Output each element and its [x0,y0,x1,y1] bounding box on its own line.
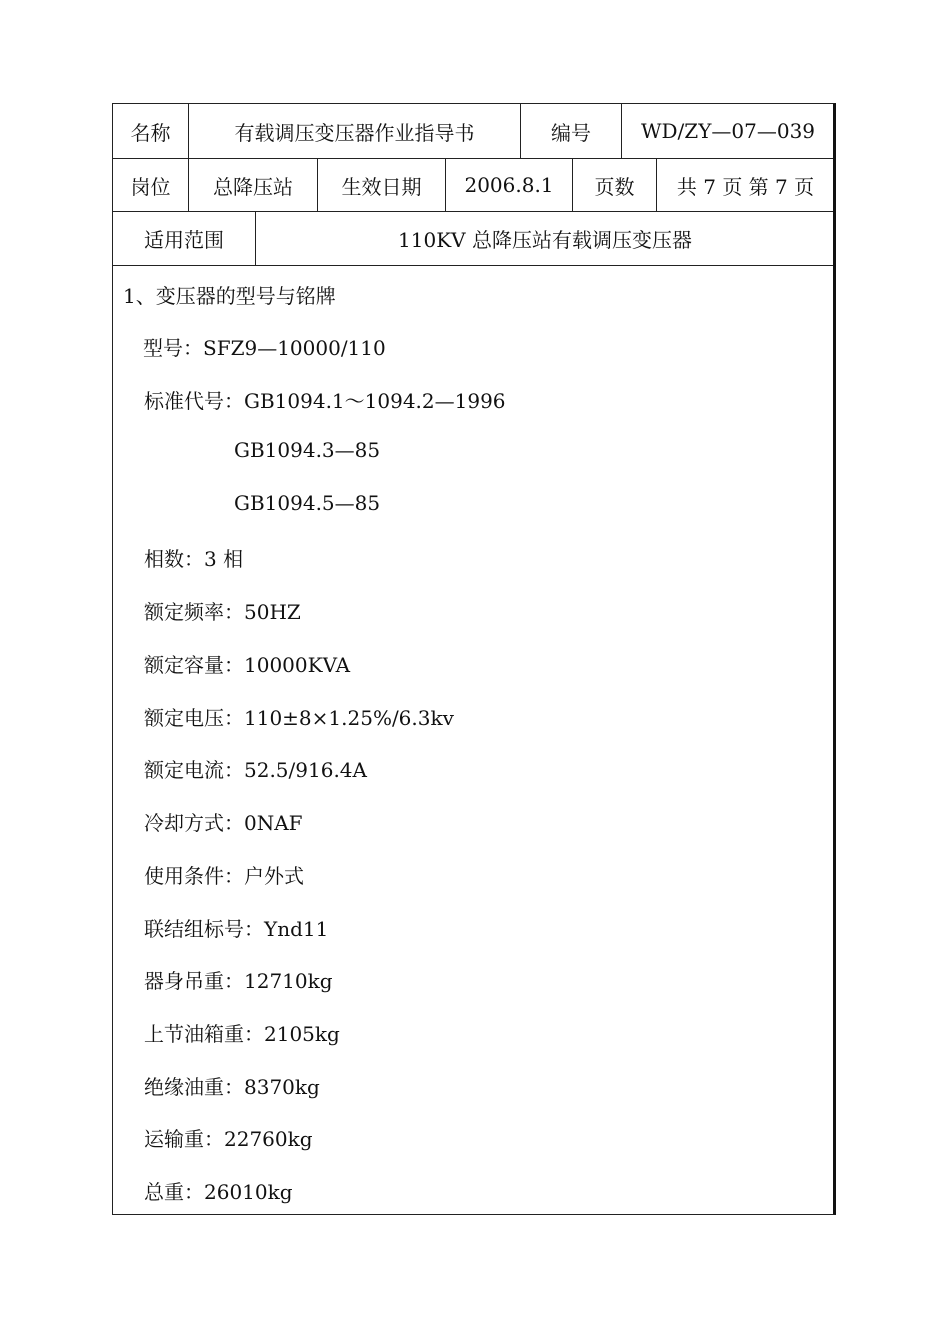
header-row-2 [113,159,833,212]
spec-line-total-weight: 总重：26010kg [144,1180,293,1204]
scope-label: 适用范围 [113,212,256,265]
spec-line-frequency: 额定频率：50HZ [144,600,301,624]
code-label: 编号 [521,104,622,158]
name-label: 名称 [113,104,189,158]
pages-value: 共 7 页 第 7 页 [676,174,815,199]
spec-line-transport-weight: 运输重：22760kg [144,1127,313,1151]
pages-label: 页数 [573,159,657,211]
header-row-1 [113,104,833,159]
document-code: WD/ZY—07—039 [640,119,816,143]
spec-line-voltage: 额定电压：110±8×1.25%/6.3kv [144,706,454,730]
spec-line-standard: 标准代号：GB1094.1～1094.2—1996 [144,389,506,413]
scope-value: 110KV 总降压站有载调压变压器 [398,228,692,252]
effective-date-value: 2006.8.1 [446,159,573,211]
spec-line-cooling: 冷却方式：0NAF [144,811,303,835]
document-name: 有载调压变压器作业指导书 [189,104,521,158]
spec-line-oil-weight: 绝缘油重：8370kg [144,1075,320,1099]
post-value: 总降压站 [189,159,318,211]
spec-line-standard-3: GB1094.5—85 [234,491,381,515]
spec-line-model: 型号：SFZ9—10000/110 [143,336,386,360]
spec-line-body-weight: 器身吊重：12710kg [144,969,333,993]
spec-line-tank-weight: 上节油箱重：2105kg [144,1022,340,1046]
document-table [112,103,836,1215]
spec-line-usage: 使用条件：户外式 [144,864,304,888]
effective-date-label: 生效日期 [318,159,446,211]
spec-line-current: 额定电流：52.5/916.4A [144,758,367,782]
section-title: 1、变压器的型号与铭牌 [123,284,336,308]
spec-line-connection: 联结组标号：Ynd11 [144,917,329,941]
content-body [113,266,833,1214]
spec-line-capacity: 额定容量：10000KVA [144,653,351,677]
post-label: 岗位 [113,159,189,211]
header-row-3 [113,212,833,266]
spec-line-standard-2: GB1094.3—85 [234,438,381,462]
spec-line-phases: 相数：3 相 [144,547,244,571]
